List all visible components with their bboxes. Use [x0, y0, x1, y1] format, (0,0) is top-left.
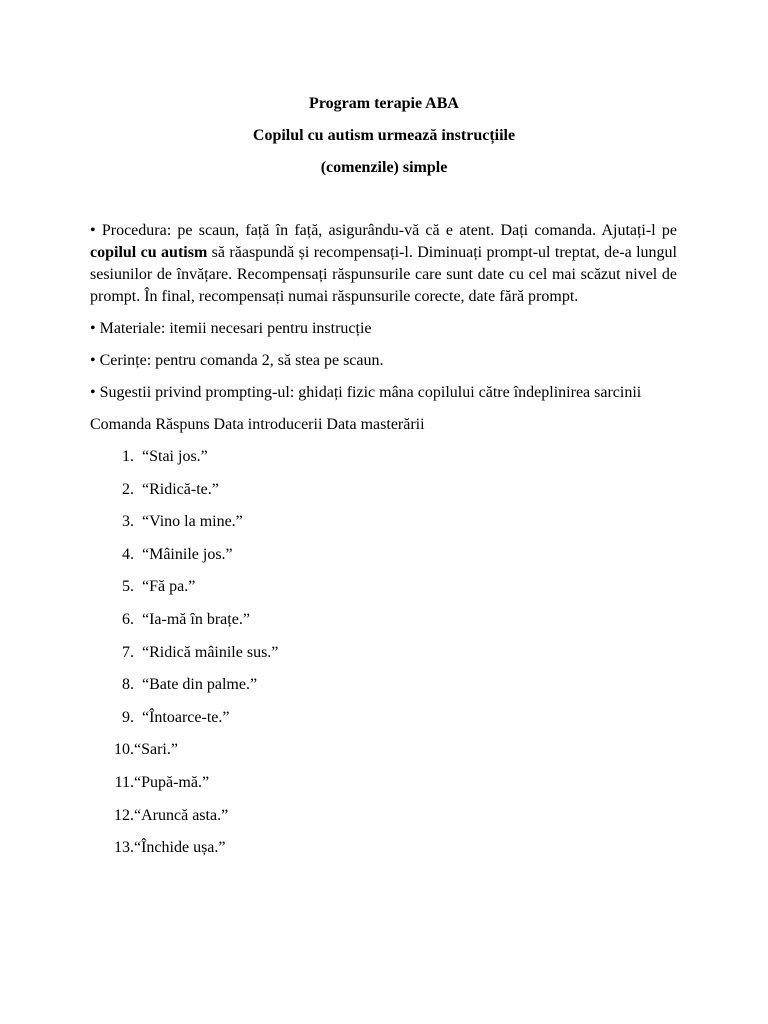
command-number: 4. [122, 545, 134, 563]
procedure-bold-text: copilul cu autism [90, 244, 208, 261]
command-number: 2. [122, 480, 134, 498]
command-text: “Ridică-te.” [142, 480, 219, 498]
command-number: 5. [122, 578, 134, 596]
procedure-text-end: să răaspundă și recompensați-l. Diminuați prompt-ul treptat, de-a lungul sesiunilor de învățare. Recompensați răspunsurile care sunt date cu cel mai scăzut nivel de prompt. În final, recompensați numai răspunsurile corecte, date fără prompt. [90, 244, 678, 305]
command-list-item [90, 837, 677, 870]
command-text: “Aruncă asta.” [134, 806, 229, 824]
command-number: 11. [114, 773, 134, 791]
procedure-paragraph [90, 220, 677, 308]
command-list-item [90, 805, 677, 838]
materials-paragraph: • Materiale: itemii necesari pentru instrucție [90, 320, 372, 337]
command-number: 12. [114, 806, 134, 824]
command-text: “Întoarce-te.” [142, 708, 230, 726]
command-text: “Fă pa.” [142, 578, 196, 596]
command-number: 1. [122, 448, 134, 465]
command-list [90, 446, 677, 870]
title-line-1: Program terapie ABA [309, 95, 459, 112]
title-block [0, 92, 768, 188]
command-number: 9. [122, 708, 134, 726]
command-number: 6. [122, 610, 134, 628]
command-number: 10. [114, 741, 134, 759]
suggestions-paragraph: • Sugestii privind prompting-ul: ghidați fizic mâna copilului către îndeplinirea sarcinii [90, 384, 642, 401]
command-number: 13. [114, 839, 134, 857]
command-text: “Stai jos.” [142, 448, 208, 465]
command-list-item [90, 609, 677, 642]
command-list-item [90, 544, 677, 577]
command-text: “Sari.” [134, 741, 178, 759]
title-line-3: (comenzile) simple [320, 159, 448, 176]
command-text: “Pupă-mă.” [134, 773, 210, 791]
command-list-item [90, 642, 677, 675]
table-header-row: Comanda Răspuns Data introducerii Data masterării [90, 416, 425, 433]
command-list-item [90, 446, 677, 479]
command-text: “Ia-mă în brațe.” [142, 610, 250, 628]
command-text: “Ridică mâinile sus.” [142, 643, 279, 661]
command-list-item [90, 739, 677, 772]
command-text: “Vino la mine.” [142, 513, 243, 531]
command-text: “Închide ușa.” [134, 839, 226, 857]
command-list-item [90, 674, 677, 707]
document-body [90, 220, 677, 870]
command-list-item [90, 576, 677, 609]
requirements-paragraph: • Cerințe: pentru comanda 2, să stea pe scaun. [90, 352, 384, 369]
command-list-item [90, 707, 677, 740]
command-text: “Bate din palme.” [142, 676, 258, 694]
command-number: 7. [122, 643, 134, 661]
command-number: 3. [122, 513, 134, 531]
command-text: “Mâinile jos.” [142, 545, 233, 563]
title-line-2: Copilul cu autism urmează instrucțiile [252, 127, 516, 144]
command-list-item [90, 479, 677, 512]
command-list-item [90, 772, 677, 805]
procedure-text-start: • Procedura: pe scaun, față în față, asigurându-vă că e atent. Dați comanda. Ajutați-l pe [90, 222, 677, 239]
command-list-item [90, 511, 677, 544]
command-number: 8. [122, 676, 134, 694]
